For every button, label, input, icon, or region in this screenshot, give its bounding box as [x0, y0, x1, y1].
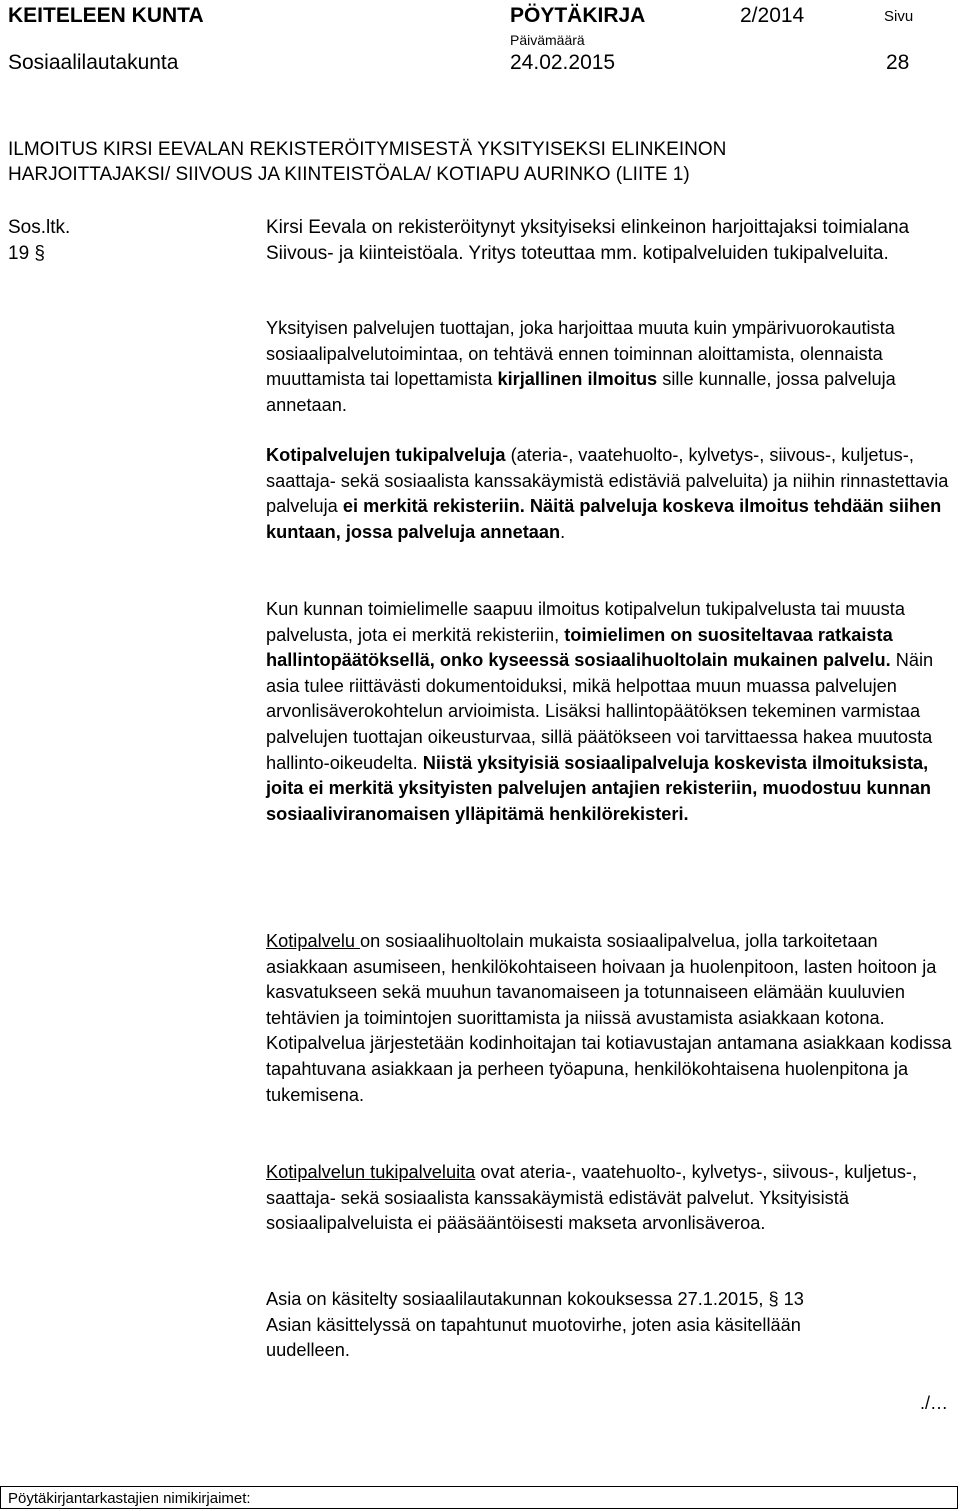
paragraph-2-text-a: Yksityisen palvelujen tuottajan, joka harjoittaa muuta kuin ympärivuorokautista sosiaalipalvelutoimintaa, on tehtävä ennen toiminnan aloittamista, olennaista muuttamista tai lopettamista	[266, 318, 895, 390]
paragraph-7-line-1: Asia on käsitelty sosiaalilautakunnan kokouksessa 27.1.2015, § 13	[266, 1289, 804, 1309]
paragraph-6	[266, 1160, 958, 1237]
document-title	[8, 137, 726, 187]
paragraph-2-text-c: sille kunnalle, jossa palveluja annetaan.	[266, 369, 896, 415]
paragraph-5-underline: Kotipalvelu	[266, 931, 361, 951]
paragraph-1-text: Kirsi Eevala on rekisteröitynyt yksityiseksi elinkeinon harjoittajaksi toimialana Siivous- ja kiinteistöala. Yritys toteuttaa mm. kotipalveluiden tukipalveluita.	[266, 217, 910, 264]
paragraph-2-bold: kirjallinen ilmoitus	[497, 369, 658, 390]
body-name: Sosiaalilautakunta	[8, 51, 179, 74]
paragraph-3-text-d: .	[560, 521, 566, 542]
paragraph-1	[266, 215, 958, 266]
continuation-mark: ./…	[920, 1393, 949, 1413]
paragraph-7-line-3: uudelleen.	[266, 1340, 350, 1361]
paragraph-2	[266, 316, 958, 418]
paragraph-6-underline: Kotipalvelun tukipalveluita	[266, 1162, 476, 1182]
paragraph-4-bold-b: toimielimen on suositeltavaa ratkaista hallintopäätöksellä, onko kyseessä sosiaalihuoltolain mukainen palvelu.	[266, 624, 893, 671]
page-label: Sivu	[884, 8, 914, 25]
doc-type: PÖYTÄKIRJA	[510, 4, 646, 27]
date-label: Päivämäärä	[510, 32, 585, 48]
paragraph-7-line-2: Asian käsittelyssä on tapahtunut muotovirhe, joten asia käsitellään	[266, 1314, 801, 1335]
page-number: 28	[886, 51, 910, 74]
doc-number: 2/2014	[740, 4, 805, 27]
org-name: KEITELEEN KUNTA	[8, 4, 204, 27]
paragraph-4-text-a: Kun kunnan toimielimelle saapuu ilmoitus kotipalvelun tukipalvelusta tai muusta palvelusta, jota ei merkitä rekisteriin,	[266, 599, 905, 645]
section-label-1: Sos.ltk.	[8, 217, 71, 238]
title-line-1: ILMOITUS KIRSI EEVALAN REKISTERÖITYMISESTÄ YKSITYISEKSI ELINKEINON	[8, 139, 727, 160]
paragraph-3-bold-a: Kotipalvelujen tukipalveluja	[266, 445, 506, 465]
paragraph-4-bold-d: Niistä yksityisiä sosiaalipalveluja koskevista ilmoituksista, joita ei merkitä yksityisten palvelujen antajien rekisteriin, muodostuu kunnan sosiaaliviranomaisen ylläpitämä henkilörekisteri.	[266, 752, 932, 824]
meeting-date: 24.02.2015	[510, 51, 616, 74]
footer-label: Pöytäkirjantarkastajien nimikirjaimet:	[8, 1490, 251, 1507]
paragraph-4-text-c: Näin asia tulee riittävästi dokumentoiduksi, mikä helpottaa muun muassa palvelujen arvonlisäverokohtelun arvioimista. Lisäksi hallintopäätöksen tekeminen varmistaa palvelujen tuottajan oikeusturvaa, sillä päätökseen voi tarvittaessa hakea muutosta hallinto-oikeudelta.	[266, 650, 934, 773]
paragraph-6-text: ovat ateria-, vaatehuolto-, kylvetys-, siivous-, kuljetus-, saattaja- sekä sosiaalista kanssakäymistä edistävät palvelut. Yksityisistä sosiaalipalveluista ei pääsääntöisesti makseta arvonlisäveroa.	[266, 1162, 918, 1234]
paragraph-5-text: on sosiaalihuoltolain mukaista sosiaalipalvelua, jolla tarkoitetaan asiakkaan asumiseen, henkilökohtaiseen hoivaan ja huolenpitoon, lasten hoitoon ja kasvatukseen sekä muuhun tavanomaiseen ja totunnaiseen elämään kuuluvien tehtävien ja toimintojen suorittamista ja niissä avustamista asiakkaan kotona. Kotipalvelua järjestetään kodinhoitajan tai kotiavustajan antamana asiakkaan kodissa tapahtuvana asiakkaan ja perheen työapuna, henkilökohtaisena huolenpitona ja tukemisena.	[266, 931, 952, 1105]
title-line-2: HARJOITTAJAKSI/ SIIVOUS JA KIINTEISTÖALA/ KOTIAPU AURINKO (LIITE 1)	[8, 164, 690, 185]
paragraph-4	[266, 597, 958, 827]
paragraph-7	[266, 1287, 958, 1364]
paragraph-3	[266, 443, 958, 545]
section-label-2: 19 §	[8, 243, 45, 264]
paragraph-5	[266, 929, 958, 1108]
paragraph-3-text-b: (ateria-, vaatehuolto-, kylvetys-, siivous-, kuljetus-, saattaja- sekä sosiaalista kanssakäymistä edistäviä palveluita) ja niihin rinnastettavia palveluja	[266, 445, 949, 517]
paragraph-3-bold-c: ei merkitä rekisteriin. Näitä palveluja koskeva ilmoitus tehdään siihen kuntaan, jossa palveluja annetaan	[266, 496, 942, 542]
